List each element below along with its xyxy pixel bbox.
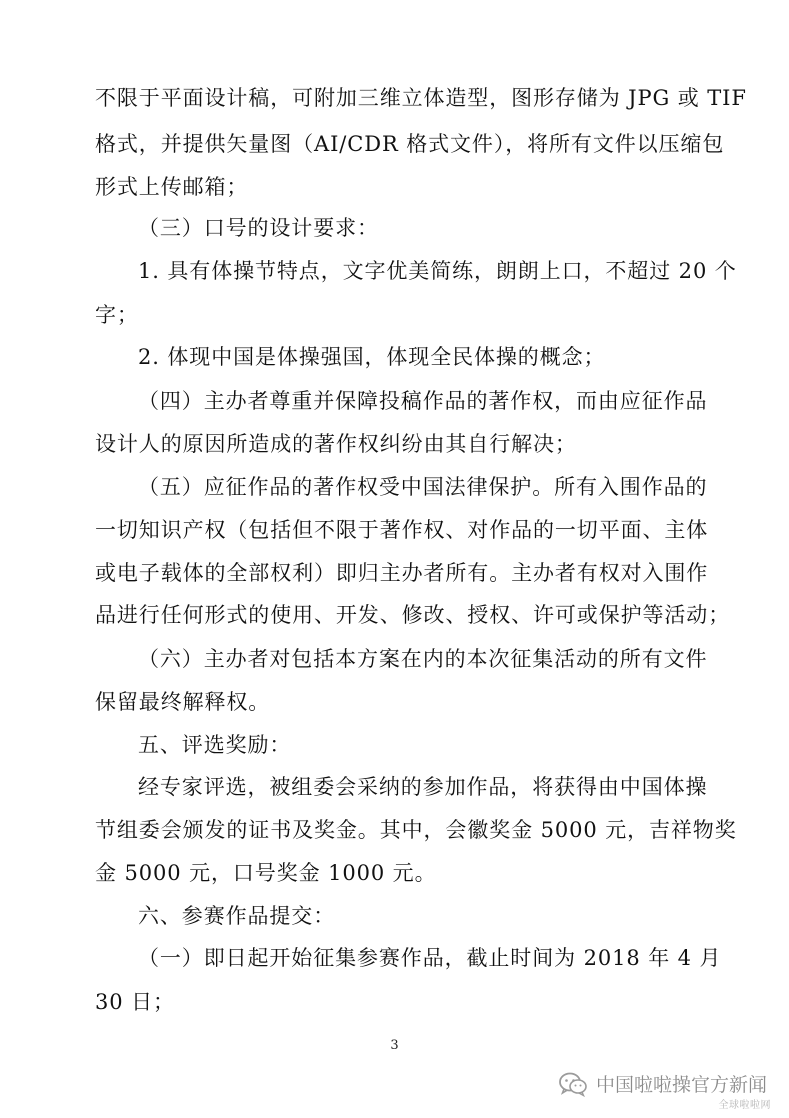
- text-line: 设计人的原因所造成的著作权纠纷由其自行解决；: [95, 432, 577, 456]
- text-line: 30 日；: [95, 990, 175, 1014]
- watermark: [558, 1070, 767, 1097]
- text-line: 形式上传邮箱；: [95, 175, 249, 199]
- text-line: 格式，并提供矢量图（AI/CDR 格式文件），将所有文件以压缩包: [95, 132, 725, 156]
- section-heading: 五、评选奖励：: [138, 733, 292, 757]
- text-line: （五）应征作品的著作权受中国法律保护。所有入围作品的: [138, 475, 708, 499]
- text-line: （四）主办者尊重并保障投稿作品的著作权，而由应征作品: [138, 389, 708, 413]
- text-line: （六）主办者对包括本方案在内的本次征集活动的所有文件: [138, 647, 708, 671]
- wechat-icon: [558, 1071, 588, 1097]
- text-line: 或电子载体的全部权利）即归主办者所有。主办者有权对入围作: [95, 561, 709, 585]
- watermark-text: 中国啦啦操官方新闻: [595, 1074, 767, 1096]
- text-line: 不限于平面设计稿，可附加三维立体造型，图形存储为 JPG 或 TIF: [95, 86, 747, 110]
- section-heading: 六、参赛作品提交：: [138, 904, 336, 928]
- watermark-subtext: 全球啦啦网: [718, 1100, 771, 1111]
- text-line: 一切知识产权（包括但不限于著作权、对作品的一切平面、主体: [95, 518, 709, 542]
- text-line: 2. 体现中国是体操强国，体现全民体操的概念；: [138, 345, 606, 369]
- text-line: 1. 具有体操节特点，文字优美简练，朗朗上口，不超过 20 个: [138, 259, 737, 283]
- text-line: 字；: [95, 303, 139, 327]
- page-number: 3: [390, 1038, 399, 1053]
- text-line: 金 5000 元，口号奖金 1000 元。: [95, 861, 437, 885]
- text-line: 品进行任何形式的使用、开发、修改、授权、许可或保护等活动；: [95, 603, 731, 627]
- section-heading: （三）口号的设计要求：: [138, 216, 379, 240]
- text-line: （一）即日起开始征集参赛作品，截止时间为 2018 年 4 月: [138, 946, 722, 970]
- text-line: 保留最终解释权。: [95, 690, 271, 714]
- text-line: 节组委会颁发的证书及奖金。其中，会徽奖金 5000 元，吉祥物奖: [95, 818, 737, 842]
- text-line: 经专家评选，被组委会采纳的参加作品，将获得由中国体操: [138, 775, 708, 799]
